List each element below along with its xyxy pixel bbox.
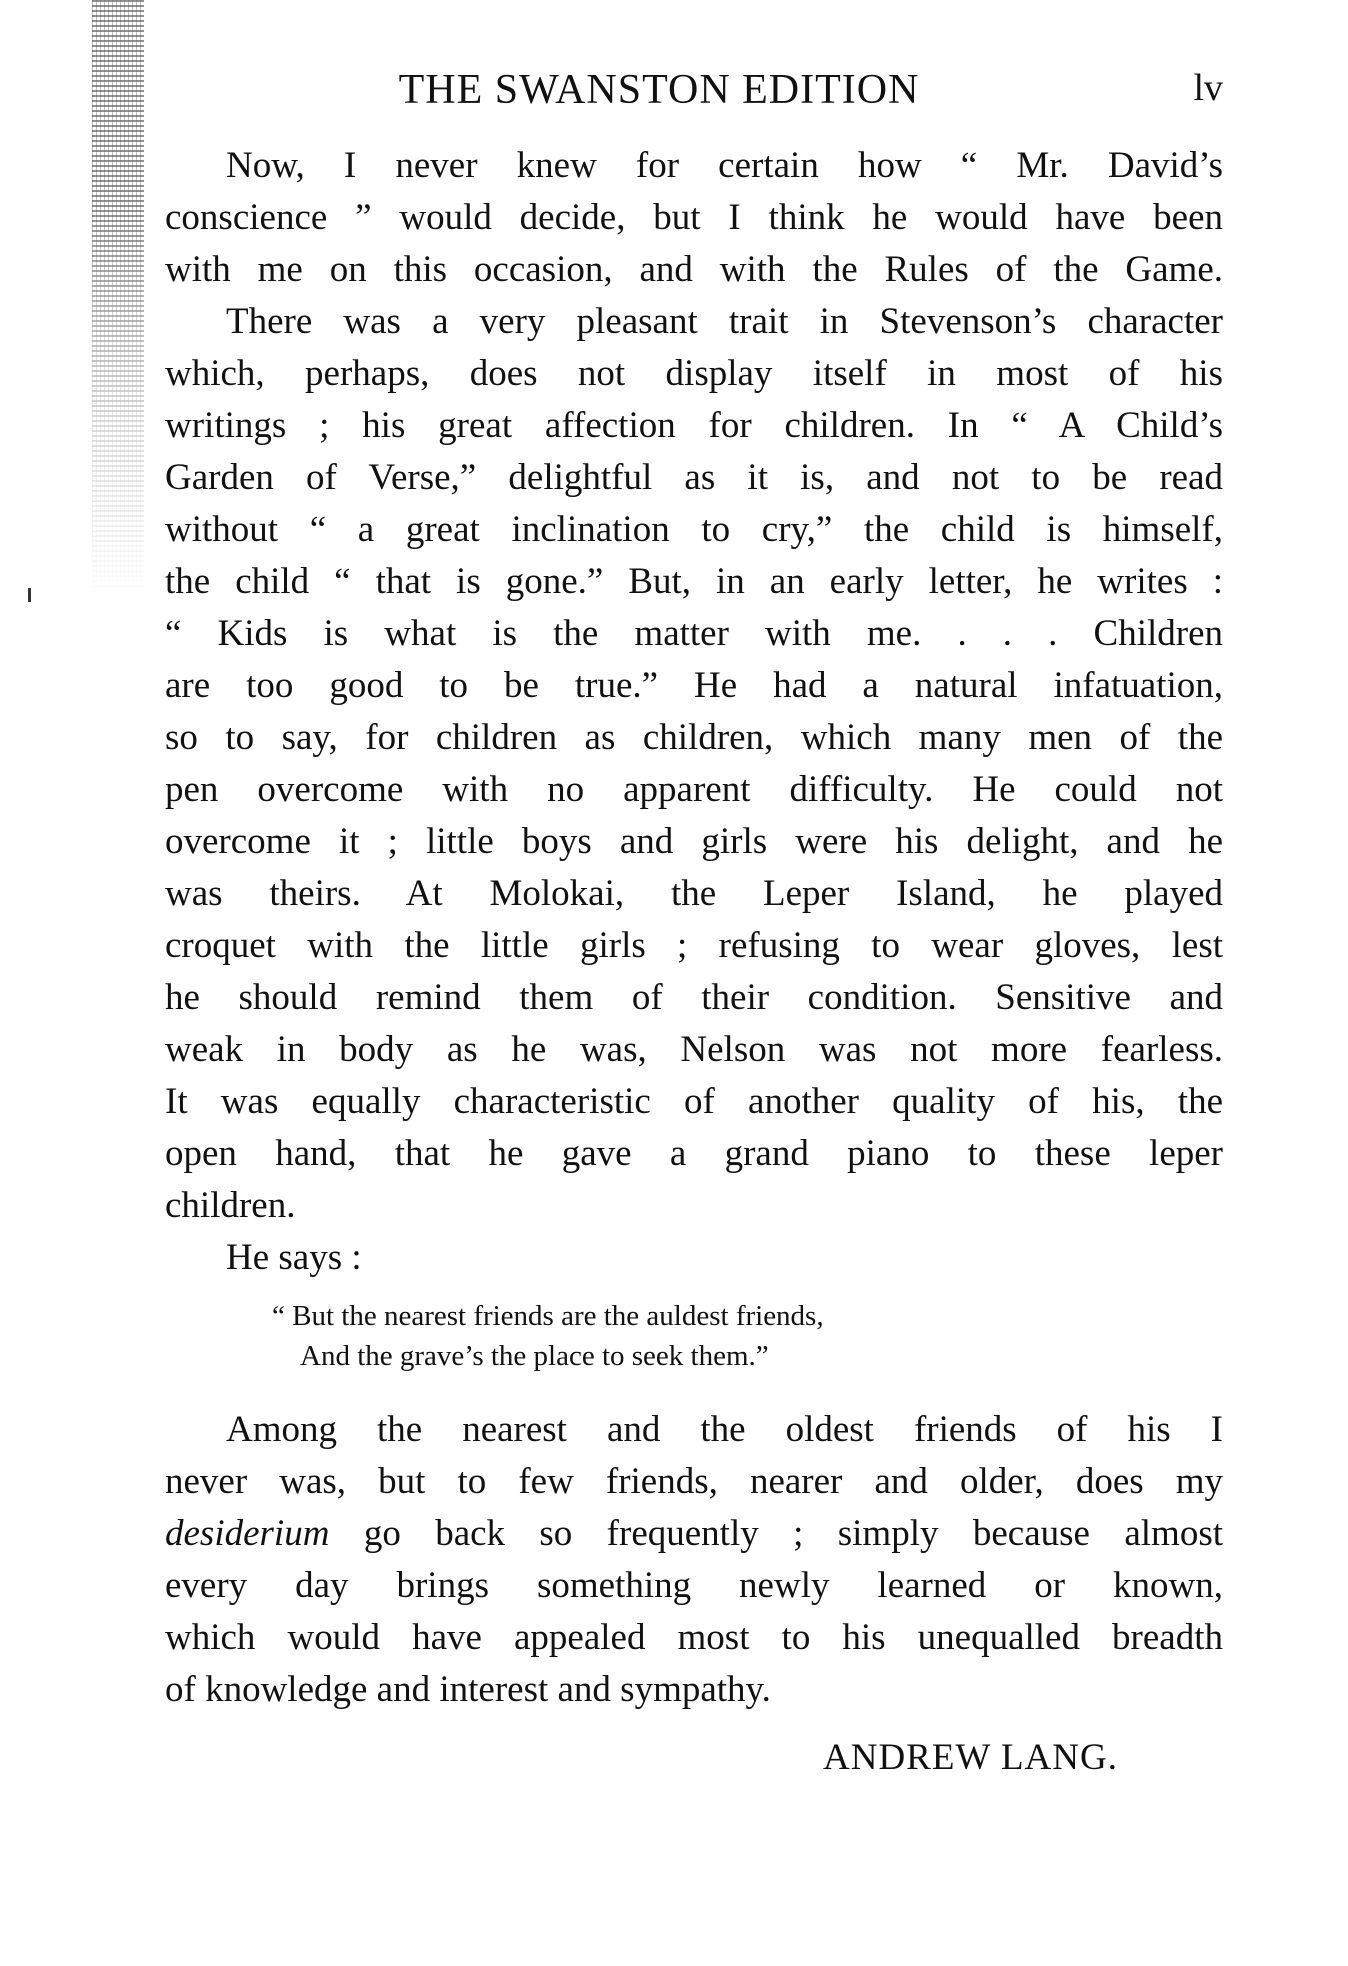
- page-number: lv: [1193, 67, 1223, 109]
- italic-word: desiderium: [165, 1513, 330, 1554]
- text-line: every day brings something newly learned or known,: [165, 1565, 1223, 1606]
- text-line: open hand, that he gave a grand piano to these leper: [165, 1133, 1223, 1174]
- text-line: writings ; his great affection for children. In “ A Child’s: [165, 405, 1223, 446]
- text-line: Now, I never knew for certain how “ Mr. David’s: [226, 145, 1223, 186]
- text-line: without “ a great inclination to cry,” the child is himself,: [165, 509, 1223, 550]
- verse-line: And the grave’s the place to seek them.”: [300, 1340, 769, 1372]
- text-line: overcome it ; little boys and girls were his delight, and he: [165, 821, 1223, 862]
- text-span: go back so frequently ; simply because almost: [329, 1513, 1223, 1554]
- text-line: [165, 1508, 1223, 1560]
- page-edge-stain: [92, 0, 144, 600]
- text-line: with me on this occasion, and with the Rules of the Game.: [165, 249, 1223, 290]
- text-line: he should remind them of their condition. Sensitive and: [165, 977, 1223, 1018]
- text-line: of knowledge and interest and sympathy.: [165, 1669, 771, 1710]
- text-line: He says :: [226, 1237, 362, 1278]
- text-line: never was, but to few friends, nearer and older, does my: [165, 1461, 1223, 1502]
- text-line: was theirs. At Molokai, the Leper Island, he played: [165, 873, 1223, 914]
- text-line: weak in body as he was, Nelson was not more fearless.: [165, 1029, 1223, 1070]
- text-line: children.: [165, 1185, 296, 1226]
- text-line: It was equally characteristic of another quality of his, the: [165, 1081, 1223, 1122]
- signature: ANDREW LANG.: [823, 1737, 1118, 1778]
- margin-mark: [28, 588, 31, 602]
- text-line: “ Kids is what is the matter with me. . . . Children: [165, 613, 1223, 654]
- text-line: are too good to be true.” He had a natural infatuation,: [165, 665, 1223, 706]
- text-line: which would have appealed most to his unequalled breadth: [165, 1617, 1223, 1658]
- running-title: THE SWANSTON EDITION: [398, 67, 920, 113]
- text-line: so to say, for children as children, which many men of the: [165, 717, 1223, 758]
- text-line: Garden of Verse,” delightful as it is, and not to be read: [165, 457, 1223, 498]
- text-line: Among the nearest and the oldest friends of his I: [226, 1409, 1223, 1450]
- text-line: pen overcome with no apparent difficulty. He could not: [165, 769, 1223, 810]
- verse-line: “ But the nearest friends are the auldest friends,: [272, 1300, 824, 1332]
- running-header: [165, 66, 1223, 116]
- text-line: which, perhaps, does not display itself in most of his: [165, 353, 1223, 394]
- text-line: conscience ” would decide, but I think he would have been: [165, 197, 1223, 238]
- text-line: There was a very pleasant trait in Stevenson’s character: [226, 301, 1223, 342]
- text-line: croquet with the little girls ; refusing to wear gloves, lest: [165, 925, 1223, 966]
- text-line: the child “ that is gone.” But, in an early letter, he writes :: [165, 561, 1223, 602]
